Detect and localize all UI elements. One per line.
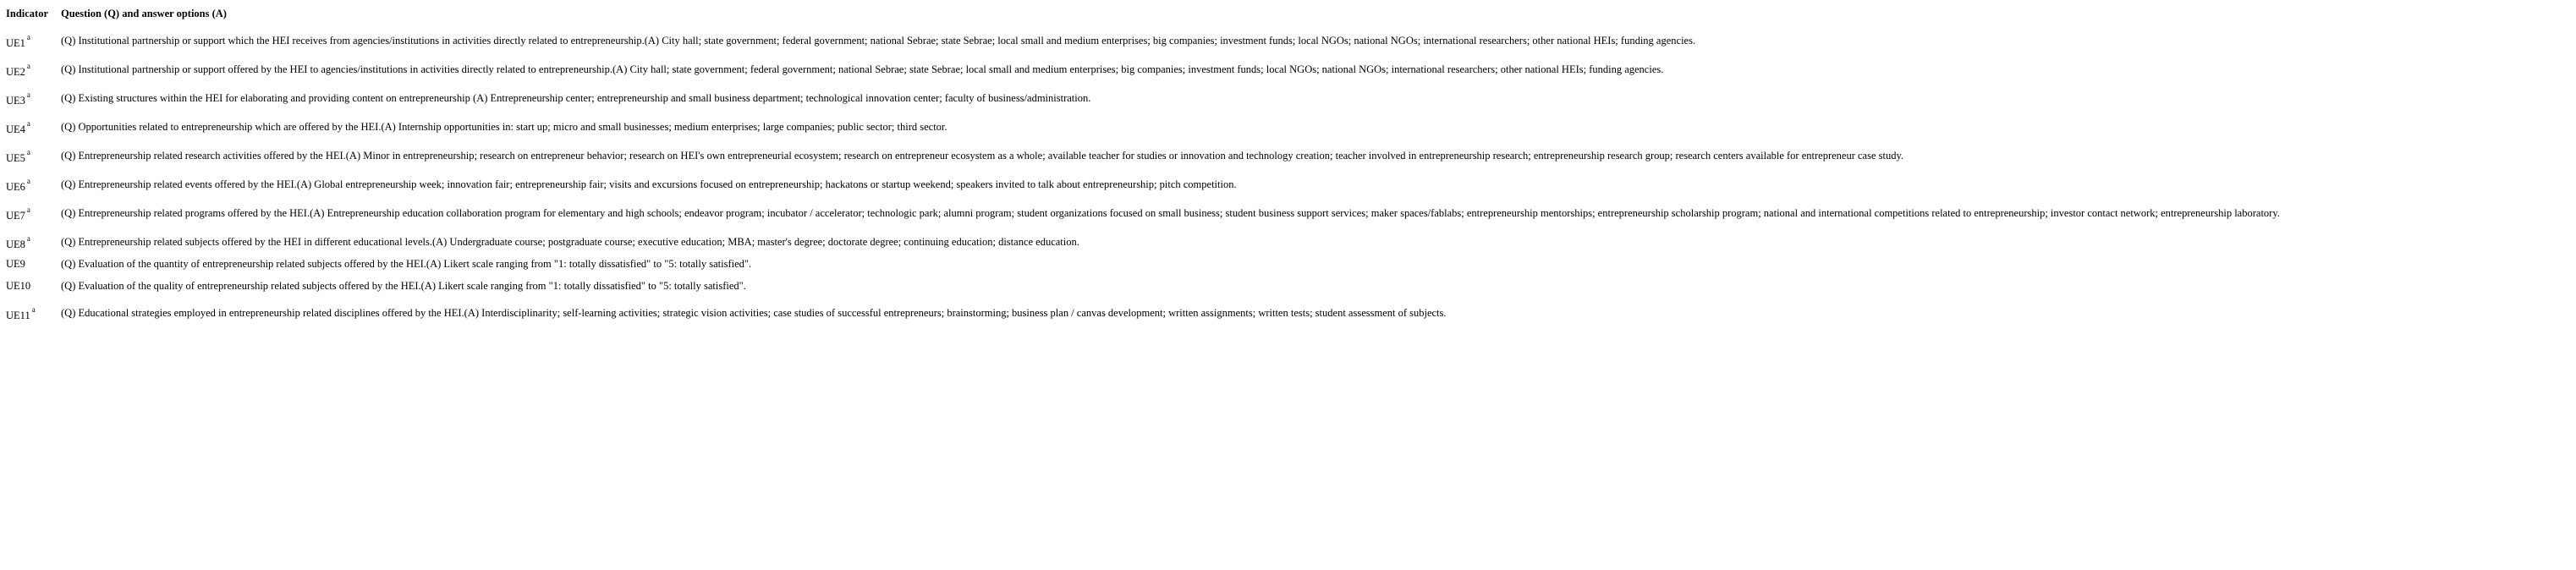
indicator-cell (6, 120, 61, 134)
table-row (6, 81, 2576, 110)
header-question: Question (Q) and answer options (A) (61, 8, 227, 19)
indicator-code: UE4 (6, 123, 25, 135)
indicator-cell (6, 257, 61, 271)
footnote-marker: a (26, 234, 30, 243)
indicator-cell (6, 63, 61, 76)
question-cell: (Q) Evaluation of the quantity of entrepreneurship related subjects offered by the HEI.(A) Likert scale ranging from "1: totally dissatisfied" to "5: totally satisfied". (61, 258, 752, 270)
footnote-marker: a (26, 62, 30, 70)
question-cell: (Q) Educational strategies employed in entrepreneurship related disciplines offered by the HEI.(A) Interdisciplinarity; self-learning activities; strategic vision activities; case studies of successful entrepreneurs; brainstorming; business plan / canvas development; written assignments; written tests; student assessment of subjects. (61, 307, 1447, 319)
indicator-code: UE6 (6, 181, 25, 193)
question-cell: (Q) Opportunities related to entrepreneurship which are offered by the HEI.(A) Internship opportunities in: start up; micro and small businesses; medium enterprises; large companies; public sector; third sector. (61, 121, 947, 133)
table-header-row (6, 0, 2576, 24)
table-row (6, 196, 2576, 225)
indicator-cell (6, 306, 61, 320)
footnote-marker: a (31, 305, 36, 314)
table-row (6, 276, 2576, 298)
table-row (6, 298, 2576, 326)
footnote-marker: a (26, 33, 30, 41)
indicator-cell (6, 206, 61, 220)
table-row (6, 225, 2576, 254)
question-cell: (Q) Entrepreneurship related programs offered by the HEI.(A) Entrepreneurship education collaboration program for elementary and high schools; endeavor program; incubator / accelerator; technologic park; alumni program; student organizations focused on small business; student business support services; maker spaces/fablabs; entrepreneurship mentorships; entrepreneurship scholarship program; national and international competitions related to entrepreneurship; investor contact network; entrepreneurship laboratory. (61, 207, 2280, 219)
indicator-cell (6, 91, 61, 105)
indicator-code: UE2 (6, 66, 25, 78)
footnote-marker: a (26, 148, 30, 156)
header-indicator: Indicator (6, 8, 48, 19)
indicator-cell (6, 34, 61, 47)
indicator-code: UE3 (6, 95, 25, 107)
question-cell: (Q) Entrepreneurship related research activities offered by the HEI.(A) Minor in entrepreneurship; research on entrepreneur behavior; research on HEI's own entrepreneurial ecosystem; research on entrepreneur ecosystem as a whole; available teacher for studies or innovation and technology creation; teacher involved in entrepreneurship research; entrepreneurship research group; research centers available for entrepreneur case study. (61, 150, 1904, 162)
question-cell: (Q) Institutional partnership or support offered by the HEI to agencies/institutions in activities directly related to entrepreneurship.(A) City hall; state government; federal government; national Sebrae; state Sebrae; local small and medium enterprises; big companies; investment funds; local NGOs; national NGOs; international researchers; other national HEIs; funding agencies. (61, 63, 1664, 75)
indicator-code: UE10 (6, 280, 31, 292)
indicator-code: UE11 (6, 310, 30, 321)
indicator-cell (6, 279, 61, 293)
question-cell: (Q) Existing structures within the HEI for elaborating and providing content on entrepreneurship (A) Entrepreneurship center; entrepreneurship and small business department; technological innovation center; faculty of business/administration. (61, 92, 1091, 104)
table-row (6, 254, 2576, 276)
question-cell: (Q) Entrepreneurship related events offered by the HEI.(A) Global entrepreneurship week; innovation fair; entrepreneurship fair; visits and excursions focused on entrepreneurship; hackatons or startup weekend; speakers invited to talk about entrepreneurship; pitch competition. (61, 178, 1237, 190)
table-row (6, 110, 2576, 139)
footnote-marker: a (26, 119, 30, 128)
indicator-code: UE1 (6, 37, 25, 49)
indicator-cell (6, 149, 61, 162)
question-cell: (Q) Entrepreneurship related subjects offered by the HEI in different educational levels.(A) Undergraduate course; postgraduate course; executive education; MBA; master's degree; doctorate degree; continuing education; distance education. (61, 236, 1079, 248)
indicator-code: UE7 (6, 210, 25, 222)
table-row (6, 52, 2576, 81)
footnote-marker: a (26, 90, 30, 99)
question-cell: (Q) Institutional partnership or support which the HEI receives from agencies/institutions in activities directly related to entrepreneurship.(A) City hall; state government; federal government; national Sebrae; state Sebrae; local small and medium enterprises; big companies; investment funds; local NGOs; national NGOs; international researchers; other national HEIs; funding agencies. (61, 35, 1696, 47)
indicator-code: UE5 (6, 152, 25, 164)
footnote-marker: a (26, 177, 30, 185)
indicator-cell (6, 178, 61, 191)
indicator-cell (6, 235, 61, 249)
table-row (6, 167, 2576, 196)
indicator-code: UE8 (6, 238, 25, 250)
question-cell: (Q) Evaluation of the quality of entrepreneurship related subjects offered by the HEI.(A) Likert scale ranging from "1: totally dissatisfied" to "5: totally satisfied". (61, 280, 746, 292)
table-row (6, 24, 2576, 52)
table-row (6, 139, 2576, 167)
footnote-marker: a (26, 206, 30, 214)
indicator-code: UE9 (6, 258, 25, 270)
